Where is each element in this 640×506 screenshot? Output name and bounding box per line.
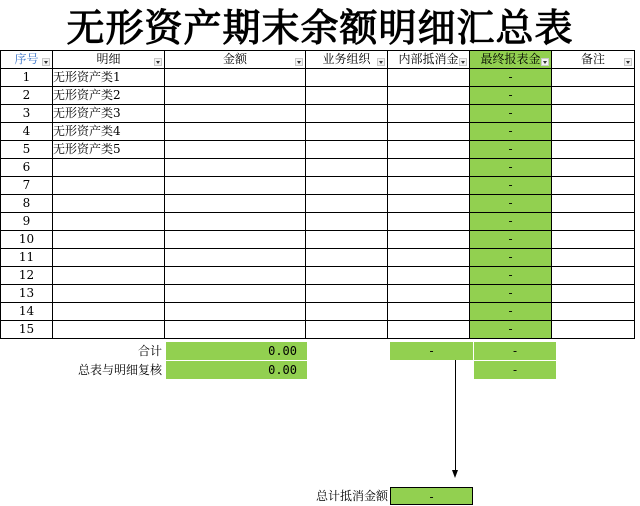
- header-org-label: 业务组织: [322, 52, 371, 66]
- seq-cell[interactable]: 5: [1, 141, 53, 159]
- table-row: [1, 195, 635, 213]
- note-cell[interactable]: [552, 267, 635, 285]
- internal-cell[interactable]: [388, 69, 470, 87]
- table-row: [1, 303, 635, 321]
- org-cell[interactable]: [306, 87, 388, 105]
- filter-dropdown-icon[interactable]: [541, 58, 549, 66]
- final-cell[interactable]: -: [470, 159, 552, 177]
- final-cell[interactable]: -: [470, 177, 552, 195]
- org-cell[interactable]: [306, 141, 388, 159]
- final-cell[interactable]: -: [470, 285, 552, 303]
- table-row: [1, 321, 635, 339]
- sum-amount-cell[interactable]: 0.00: [166, 342, 307, 360]
- table-row: [1, 177, 635, 195]
- header-note[interactable]: [552, 51, 635, 69]
- internal-cell[interactable]: [388, 249, 470, 267]
- detail-cell[interactable]: [53, 177, 165, 195]
- internal-cell[interactable]: [388, 195, 470, 213]
- internal-cell[interactable]: [388, 231, 470, 249]
- header-org[interactable]: [306, 51, 388, 69]
- check-final-cell[interactable]: -: [474, 361, 556, 379]
- header-seq-label: 序号: [14, 52, 39, 66]
- final-cell[interactable]: -: [470, 213, 552, 231]
- seq-cell[interactable]: 6: [1, 159, 53, 177]
- org-cell[interactable]: [306, 177, 388, 195]
- final-cell[interactable]: -: [470, 249, 552, 267]
- detail-cell[interactable]: [53, 321, 165, 339]
- org-cell[interactable]: [306, 69, 388, 87]
- detail-cell[interactable]: [53, 303, 165, 321]
- note-cell[interactable]: [552, 159, 635, 177]
- check-amount-cell[interactable]: 0.00: [166, 361, 307, 379]
- sum-final-cell[interactable]: -: [474, 342, 556, 360]
- final-cell[interactable]: -: [470, 231, 552, 249]
- internal-cell[interactable]: [388, 159, 470, 177]
- amount-cell[interactable]: [165, 213, 306, 231]
- note-cell[interactable]: [552, 177, 635, 195]
- detail-cell[interactable]: [53, 213, 165, 231]
- seq-cell[interactable]: 13: [1, 285, 53, 303]
- header-row: [1, 51, 635, 69]
- note-cell[interactable]: [552, 303, 635, 321]
- final-cell[interactable]: -: [470, 195, 552, 213]
- final-cell[interactable]: -: [470, 105, 552, 123]
- detail-cell[interactable]: 无形资产类5: [53, 141, 165, 159]
- seq-cell[interactable]: 1: [1, 69, 53, 87]
- org-cell[interactable]: [306, 195, 388, 213]
- arrow-head-icon: [452, 470, 458, 478]
- internal-cell[interactable]: [388, 303, 470, 321]
- org-cell[interactable]: [306, 213, 388, 231]
- internal-cell[interactable]: [388, 123, 470, 141]
- amount-cell[interactable]: [165, 141, 306, 159]
- amount-cell[interactable]: [165, 69, 306, 87]
- internal-cell[interactable]: [388, 105, 470, 123]
- table-row: [1, 249, 635, 267]
- amount-cell[interactable]: [165, 123, 306, 141]
- table-row: [1, 159, 635, 177]
- filter-dropdown-icon[interactable]: [459, 58, 467, 66]
- table-row: [1, 105, 635, 123]
- org-cell[interactable]: [306, 123, 388, 141]
- amount-cell[interactable]: [165, 231, 306, 249]
- sheet-title: 无形资产期末余额明细汇总表: [66, 5, 574, 50]
- org-cell[interactable]: [306, 267, 388, 285]
- detail-cell[interactable]: 无形资产类2: [53, 87, 165, 105]
- final-cell[interactable]: -: [470, 69, 552, 87]
- final-cell[interactable]: -: [470, 321, 552, 339]
- note-cell[interactable]: [552, 69, 635, 87]
- header-final[interactable]: [470, 51, 552, 69]
- header-internal-label: 内部抵消金: [398, 52, 459, 66]
- internal-cell[interactable]: [388, 141, 470, 159]
- org-cell[interactable]: [306, 231, 388, 249]
- seq-cell[interactable]: 12: [1, 267, 53, 285]
- table-row: [1, 267, 635, 285]
- note-cell[interactable]: [552, 321, 635, 339]
- detail-cell[interactable]: 无形资产类3: [53, 105, 165, 123]
- total-offset-label: 总计抵消金额: [315, 489, 388, 503]
- internal-cell[interactable]: [388, 267, 470, 285]
- seq-cell[interactable]: 10: [1, 231, 53, 249]
- internal-cell[interactable]: [388, 321, 470, 339]
- note-cell[interactable]: [552, 123, 635, 141]
- summary-table: [0, 50, 635, 339]
- amount-cell[interactable]: [165, 105, 306, 123]
- table-row: [1, 69, 635, 87]
- table-row: [1, 285, 635, 303]
- header-detail[interactable]: [53, 51, 165, 69]
- org-cell[interactable]: [306, 303, 388, 321]
- header-amount[interactable]: [165, 51, 306, 69]
- filter-dropdown-icon[interactable]: [154, 58, 162, 66]
- header-final-label: 最终报表金: [480, 52, 541, 66]
- note-cell[interactable]: [552, 231, 635, 249]
- amount-cell[interactable]: [165, 87, 306, 105]
- detail-cell[interactable]: [53, 159, 165, 177]
- detail-cell[interactable]: 无形资产类4: [53, 123, 165, 141]
- final-cell[interactable]: -: [470, 267, 552, 285]
- table-row: [1, 123, 635, 141]
- filter-dropdown-icon[interactable]: [295, 58, 303, 66]
- header-internal[interactable]: [388, 51, 470, 69]
- filter-dropdown-icon[interactable]: [377, 58, 385, 66]
- amount-cell[interactable]: [165, 249, 306, 267]
- filter-dropdown-icon[interactable]: [624, 58, 632, 66]
- note-cell[interactable]: [552, 213, 635, 231]
- note-cell[interactable]: [552, 195, 635, 213]
- header-seq[interactable]: [1, 51, 53, 69]
- detail-cell[interactable]: [53, 267, 165, 285]
- note-cell[interactable]: [552, 285, 635, 303]
- sum-internal-cell[interactable]: -: [390, 342, 473, 360]
- detail-cell[interactable]: [53, 285, 165, 303]
- detail-cell[interactable]: [53, 231, 165, 249]
- final-cell[interactable]: -: [470, 123, 552, 141]
- internal-cell[interactable]: [388, 213, 470, 231]
- header-note-label: 备注: [580, 52, 605, 66]
- final-cell[interactable]: -: [470, 303, 552, 321]
- seq-cell[interactable]: 8: [1, 195, 53, 213]
- amount-cell[interactable]: [165, 195, 306, 213]
- internal-cell[interactable]: [388, 285, 470, 303]
- amount-cell[interactable]: [165, 321, 306, 339]
- seq-cell[interactable]: 14: [1, 303, 53, 321]
- seq-cell[interactable]: 7: [1, 177, 53, 195]
- note-cell[interactable]: [552, 105, 635, 123]
- header-amount-label: 金额: [222, 52, 247, 66]
- seq-cell[interactable]: 2: [1, 87, 53, 105]
- org-cell[interactable]: [306, 285, 388, 303]
- detail-cell[interactable]: 无形资产类1: [53, 69, 165, 87]
- org-cell[interactable]: [306, 249, 388, 267]
- org-cell[interactable]: [306, 105, 388, 123]
- amount-cell[interactable]: [165, 267, 306, 285]
- org-cell[interactable]: [306, 321, 388, 339]
- amount-cell[interactable]: [165, 159, 306, 177]
- seq-cell[interactable]: 4: [1, 123, 53, 141]
- note-cell[interactable]: [552, 87, 635, 105]
- amount-cell[interactable]: [165, 177, 306, 195]
- amount-cell[interactable]: [165, 285, 306, 303]
- detail-cell[interactable]: [53, 249, 165, 267]
- amount-cell[interactable]: [165, 303, 306, 321]
- table-row: [1, 231, 635, 249]
- table-row: [1, 141, 635, 159]
- org-cell[interactable]: [306, 159, 388, 177]
- detail-cell[interactable]: [53, 195, 165, 213]
- internal-cell[interactable]: [388, 87, 470, 105]
- seq-cell[interactable]: 9: [1, 213, 53, 231]
- header-detail-label: 明细: [96, 52, 121, 66]
- total-offset-cell[interactable]: -: [390, 487, 473, 505]
- seq-cell[interactable]: 3: [1, 105, 53, 123]
- note-cell[interactable]: [552, 249, 635, 267]
- internal-cell[interactable]: [388, 177, 470, 195]
- table-row: [1, 213, 635, 231]
- arrow-connector: [455, 360, 456, 472]
- final-cell[interactable]: -: [470, 87, 552, 105]
- table-row: [1, 87, 635, 105]
- seq-cell[interactable]: 11: [1, 249, 53, 267]
- note-cell[interactable]: [552, 141, 635, 159]
- final-cell[interactable]: -: [470, 141, 552, 159]
- check-label: 总表与明细复核: [77, 363, 162, 377]
- filter-dropdown-icon[interactable]: [42, 58, 50, 66]
- seq-cell[interactable]: 15: [1, 321, 53, 339]
- sum-label: 合计: [137, 344, 162, 358]
